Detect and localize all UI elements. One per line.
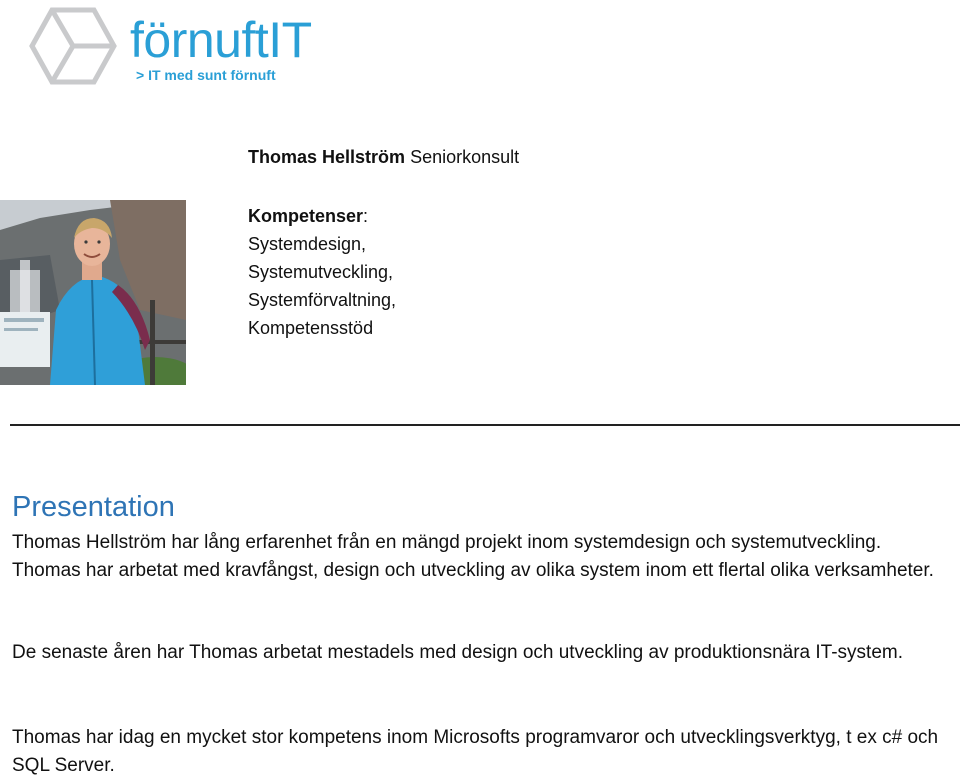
profile-photo [0, 200, 186, 385]
company-logo [22, 0, 352, 90]
person-role: Seniorkonsult [410, 147, 520, 167]
brand-name: förnuftIT [130, 12, 312, 68]
presentation-title: Presentation [12, 491, 175, 523]
profile-heading [248, 146, 519, 168]
presentation-paragraph: Thomas Hellström har lång erfarenhet från en mängd projekt inom systemdesign och systemutveckling. Thomas har arbetat med kravfångst, design och utveckling av olika system inom ett flertal olika verksamheter. [12, 532, 934, 581]
brand-tagline: > IT med sunt förnuft [136, 67, 276, 83]
presentation-paragraph: De senaste åren har Thomas arbetat mestadels med design och utveckling av produktionsnära IT-system. [12, 642, 903, 663]
competence-heading-line [248, 202, 396, 230]
competence-colon: : [363, 206, 369, 226]
competence-list [248, 230, 396, 342]
profile-photo-illustration [0, 200, 186, 385]
hexagon-logo-icon [28, 6, 118, 86]
competence-item: Systemutveckling, [248, 262, 394, 282]
competence-item: Systemförvaltning, [248, 290, 397, 310]
competence-item: Kompetensstöd [248, 318, 374, 338]
section-divider [10, 424, 960, 426]
competence-item: Systemdesign, [248, 234, 367, 254]
person-name: Thomas Hellström [248, 147, 406, 167]
presentation-paragraph: Thomas har idag en mycket stor kompetens inom Microsofts programvaror och utvecklingsverktyg, t ex c# och SQL Server. [12, 727, 939, 776]
competence-heading: Kompetenser [248, 206, 364, 226]
competence-section [248, 202, 396, 342]
